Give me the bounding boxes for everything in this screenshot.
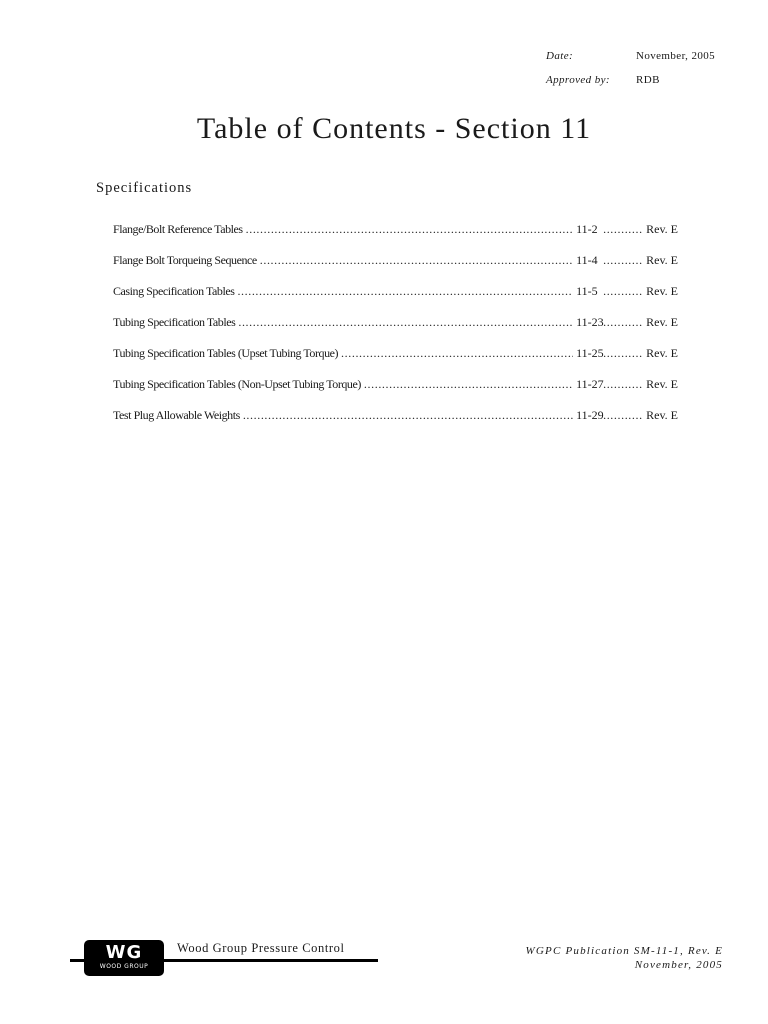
date-row <box>546 44 715 68</box>
toc-leader-dots <box>246 222 573 237</box>
toc-leader-dots <box>364 377 573 392</box>
date-value: November, 2005 <box>636 50 716 62</box>
date-label: Date: <box>546 50 574 62</box>
toc-entry-title: Tubing Specification Tables <box>113 315 236 329</box>
toc-entry[interactable] <box>113 408 678 439</box>
approved-value: RDB <box>636 74 660 86</box>
toc-entry-title: Flange/Bolt Reference Tables <box>113 222 243 236</box>
toc-leader-dots <box>238 315 573 330</box>
table-of-contents <box>113 222 678 439</box>
toc-entry[interactable] <box>113 315 678 346</box>
toc-entry-page: 11-4 <box>576 253 598 267</box>
toc-leader-dots <box>603 253 643 268</box>
toc-entry[interactable] <box>113 222 678 253</box>
toc-leader-dots <box>603 346 643 361</box>
toc-leader-dots <box>260 253 573 268</box>
toc-entry-rev: Rev. E <box>646 377 678 391</box>
toc-leader-dots <box>341 346 573 361</box>
toc-entry-page: 11-23 <box>576 315 604 329</box>
toc-entry-rev: Rev. E <box>646 315 678 329</box>
toc-entry[interactable] <box>113 253 678 284</box>
publication-id: WGPC Publication SM-11-1, Rev. E <box>525 945 723 957</box>
section-heading: Specifications <box>96 180 193 196</box>
toc-entry-page: 11-2 <box>576 222 598 236</box>
document-meta <box>546 44 715 92</box>
toc-entry-title: Test Plug Allowable Weights <box>113 408 240 422</box>
toc-leader-dots <box>237 284 573 299</box>
toc-entry[interactable] <box>113 284 678 315</box>
publication-date: November, 2005 <box>634 959 723 971</box>
toc-leader-dots <box>603 377 643 392</box>
toc-entry-title: Flange Bolt Torqueing Sequence <box>113 253 257 267</box>
toc-entry-rev: Rev. E <box>646 408 678 422</box>
approved-row <box>546 68 715 92</box>
toc-leader-dots <box>603 315 643 330</box>
toc-entry-page: 11-27 <box>576 377 604 391</box>
logo-mark: WG <box>105 942 143 963</box>
toc-entry-rev: Rev. E <box>646 253 678 267</box>
toc-leader-dots <box>243 408 573 423</box>
toc-entry-rev: Rev. E <box>646 222 678 236</box>
toc-entry-title: Tubing Specification Tables (Non-Upset Tubing Torque) <box>113 377 361 391</box>
toc-entry-title: Casing Specification Tables <box>113 284 235 298</box>
toc-leader-dots <box>603 222 643 237</box>
toc-entry-rev: Rev. E <box>646 284 678 298</box>
toc-entry-page: 11-5 <box>576 284 598 298</box>
toc-entry-page: 11-29 <box>576 408 604 422</box>
logo-subtext: WOOD GROUP <box>99 963 149 970</box>
toc-entry-title: Tubing Specification Tables (Upset Tubing Torque) <box>113 346 339 360</box>
toc-entry[interactable] <box>113 346 678 377</box>
toc-entry-rev: Rev. E <box>646 346 678 360</box>
wood-group-logo <box>84 940 164 976</box>
toc-entry[interactable] <box>113 377 678 408</box>
toc-leader-dots <box>603 408 643 423</box>
footer-company: Wood Group Pressure Control <box>177 941 345 955</box>
approved-label: Approved by: <box>546 74 610 86</box>
page-title: Table of Contents - Section 11 <box>196 112 592 145</box>
toc-entry-page: 11-25 <box>576 346 604 360</box>
toc-leader-dots <box>603 284 643 299</box>
footer-publication <box>526 944 723 972</box>
